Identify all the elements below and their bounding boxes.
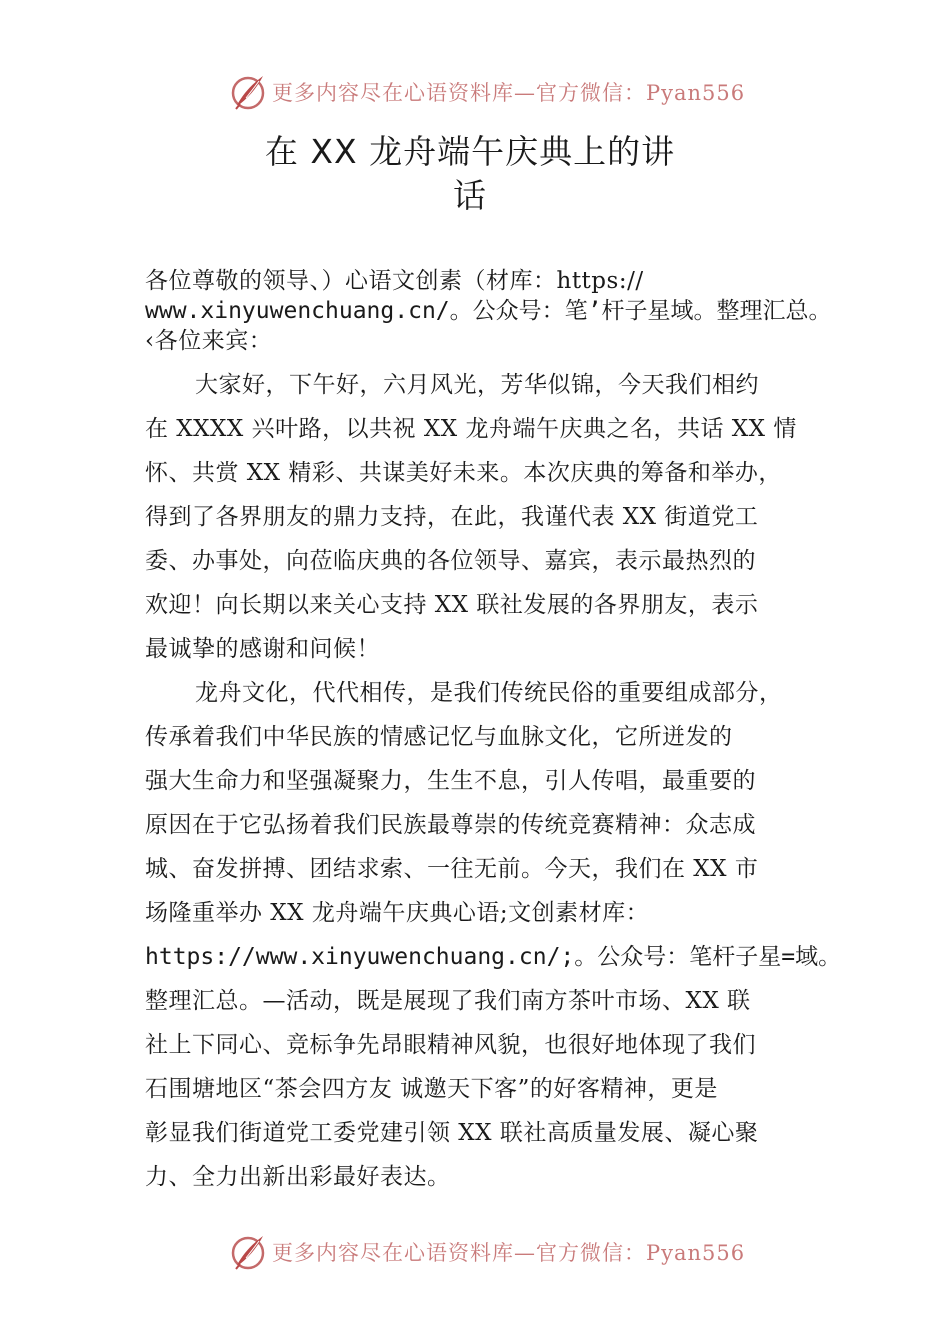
body-line: 得到了各界朋友的鼎力支持，在此，我谨代表 XX 街道党工 [145, 504, 759, 530]
url-text: www.xinyuwenchuang.cn/。公众号：笔’杆子星域。整理汇总。 [145, 298, 832, 324]
body-line: 委、办事处，向莅临庆典的各位领导、嘉宾，表示最热烈的 [145, 548, 756, 574]
body-line: 怀、共赏 XX 精彩、共谋美好未来。本次庆典的筹备和举办， [145, 460, 782, 486]
body-line: 社上下同心、竞标争先昂眼精神风貌，也很好地体现了我们 [145, 1032, 756, 1058]
body-line: 强大生命力和坚强凝聚力，生生不息，引人传唱，最重要的 [145, 768, 756, 794]
footer-banner-text: 更多内容尽在心语资料库—官方微信：Pyan556 [272, 1241, 746, 1265]
paragraph-first-line: 大家好，下午好，六月风光，芳华似锦，今天我们相约 [195, 372, 759, 398]
body-line: https://www.xinyuwenchuang.cn/;。公众号：笔杆子星=域。 [145, 944, 842, 970]
header-banner-text: 更多内容尽在心语资料库—官方微信：Pyan556 [272, 81, 746, 105]
body-line: 场隆重举办 XX 龙舟端午庆典心语;文创素材库： [145, 900, 650, 926]
body-line: 欢迎！向长期以来关心支持 XX 联社发展的各界朋友，表示 [145, 592, 759, 618]
body-line: ‹各位来宾： [145, 328, 273, 354]
body-line [145, 296, 832, 326]
quill-pen-logo-icon [228, 1232, 268, 1272]
body-line: 城、奋发拼搏、团结求索、一往无前。今天，我们在 XX 市 [145, 856, 759, 882]
document-title-line-2: 话 [453, 176, 487, 215]
body-line: 原因在于它弘扬着我们民族最尊崇的传统竞赛精神：众志成 [145, 812, 756, 838]
body-line: 力、全力出新出彩最好表达。 [145, 1164, 451, 1190]
body-line: 最诚挚的感谢和问候！ [145, 636, 380, 662]
footer-banner [228, 1230, 745, 1274]
body-line: 石围塘地区“茶会四方友 诚邀天下客”的好客精神，更是 [145, 1076, 718, 1102]
header-banner [228, 70, 745, 114]
paragraph-first-line: 龙舟文化，代代相传，是我们传统民俗的重要组成部分， [195, 680, 783, 706]
document-title-line-1: 在 XX 龙舟端午庆典上的讲 [264, 132, 676, 171]
body-line: 整理汇总。—活动，既是展现了我们南方茶叶市场、XX 联 [145, 988, 751, 1014]
body-line: 彰显我们街道党工委党建引领 XX 联社高质量发展、凝心聚 [145, 1120, 759, 1146]
body-line: 在 XXXX 兴叶路，以共祝 XX 龙舟端午庆典之名，共话 XX 情 [145, 416, 797, 442]
body-line: 传承着我们中华民族的情感记忆与血脉文化，它所迸发的 [145, 724, 733, 750]
quill-pen-logo-icon [228, 72, 268, 112]
body-line: 各位尊敬的领导、）心语文创素（材库：https:// [145, 268, 644, 294]
